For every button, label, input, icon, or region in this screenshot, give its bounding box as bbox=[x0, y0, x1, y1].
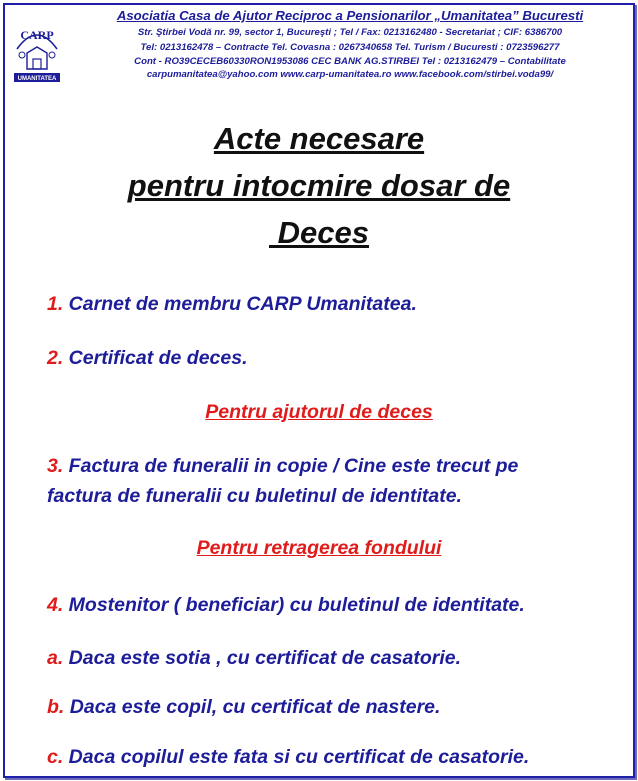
item-text-line-1: Factura de funeralii in copie / Cine este trecut pe bbox=[63, 455, 519, 477]
title-line-2: pentru intocmire dosar de bbox=[127, 168, 511, 203]
title-line-1: Acte necesare bbox=[213, 121, 425, 156]
carp-logo-icon bbox=[13, 19, 61, 83]
logo-bottom-text: UMANITATEA bbox=[17, 76, 57, 82]
page-frame bbox=[3, 3, 635, 778]
web-line: carpumanitatea@yahoo.com www.carp-umanitatea.ro www.facebook.com/stirbei.voda99/ bbox=[146, 69, 554, 80]
phone-line: Tel: 0213162478 – Contracte Tel. Covasna : 0267340658 Tel. Turism / Bucuresti : 0723596277 bbox=[140, 42, 560, 53]
list-item-c bbox=[47, 742, 617, 772]
list-item-a bbox=[47, 643, 617, 673]
item-text: Mostenitor ( beneficiar) cu buletinul de identitate. bbox=[63, 594, 525, 616]
list-item-3 bbox=[47, 451, 617, 511]
item-number: 1. bbox=[47, 293, 64, 315]
item-number: 3. bbox=[47, 455, 64, 477]
section-heading-ajutor: Pentru ajutorul de deces bbox=[205, 401, 433, 423]
item-letter: c. bbox=[47, 746, 64, 768]
list-item-4 bbox=[47, 590, 617, 620]
item-number: 2. bbox=[47, 347, 64, 369]
letterhead bbox=[5, 5, 633, 87]
logo-top-text: CARP bbox=[20, 28, 54, 42]
organization-name: Asociatia Casa de Ajutor Reciproc a Pensionarilor „Umanitatea” Bucuresti bbox=[116, 8, 584, 23]
address-line: Str. Ştirbei Vodă nr. 99, sector 1, Bucureşti ; Tel / Fax: 0213162480 - Secretariat ; CIF: 6386700 bbox=[137, 27, 563, 38]
section-heading-fond: Pentru retragerea fondului bbox=[196, 537, 442, 559]
item-text: Daca copilul este fata si cu certificat de casatorie. bbox=[63, 746, 530, 768]
item-letter: b. bbox=[47, 696, 65, 718]
list-item-1 bbox=[47, 289, 617, 319]
document-title bbox=[5, 115, 633, 256]
item-text: Certificat de deces. bbox=[63, 347, 248, 369]
item-number: 4. bbox=[47, 594, 64, 616]
item-text: Carnet de membru CARP Umanitatea. bbox=[63, 293, 417, 315]
item-text: Daca este copil, cu certificat de nastere. bbox=[64, 696, 441, 718]
item-letter: a. bbox=[47, 647, 64, 669]
item-text: Daca este sotia , cu certificat de casatorie. bbox=[63, 647, 462, 669]
title-line-3: Deces bbox=[269, 215, 369, 250]
list-item-2 bbox=[47, 343, 617, 373]
item-text-line-2: factura de funeralii cu buletinul de identitate. bbox=[47, 485, 462, 507]
list-item-b bbox=[47, 692, 617, 722]
bank-line: Cont - RO39CECEB60330RON1953086 CEC BANK AG.STIRBEI Tel : 0213162479 – Contabilitate bbox=[134, 56, 566, 67]
